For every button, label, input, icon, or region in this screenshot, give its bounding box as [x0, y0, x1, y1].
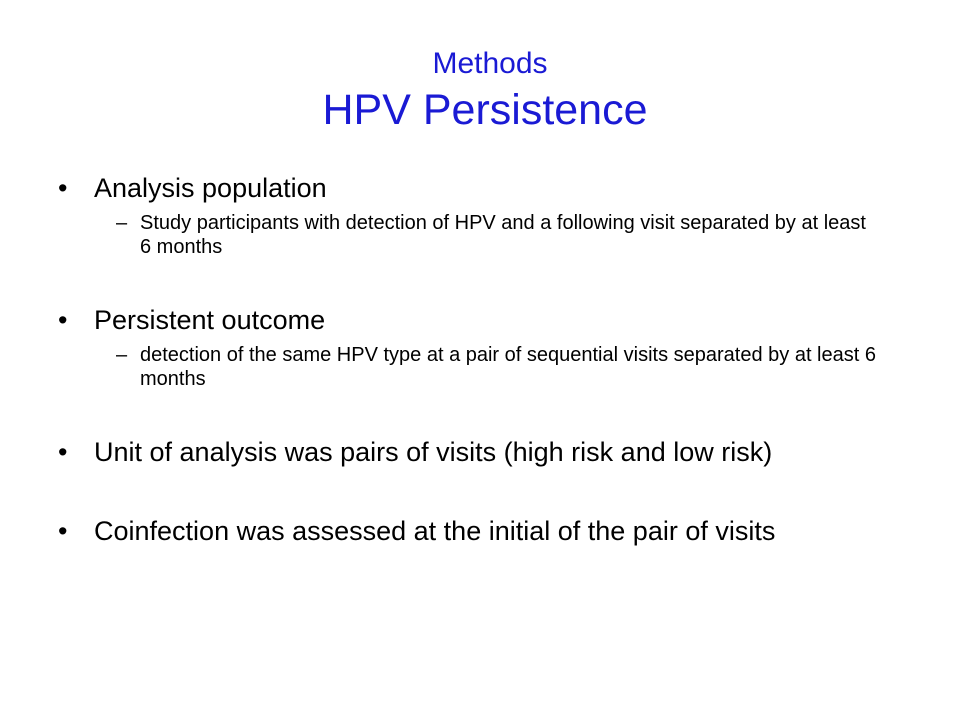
bullet-item-unit-of-analysis: [58, 434, 938, 470]
bullet-marker: •: [58, 437, 68, 467]
bullet-text: Unit of analysis was pairs of visits (high risk and low risk): [94, 437, 773, 467]
sub-bullet-text: Study participants with detection of HPV and a following visit separated by at least 6 months: [140, 212, 866, 258]
sub-bullet-persistent-outcome: [58, 343, 938, 391]
bullet-item-analysis-population: [58, 170, 938, 206]
bullet-marker: •: [58, 305, 68, 335]
bullet-item-persistent-outcome: [58, 302, 938, 338]
bullet-item-coinfection: [58, 513, 938, 549]
bullet-marker: •: [58, 516, 68, 546]
bullet-text: Persistent outcome: [94, 305, 326, 335]
bullet-text: Coinfection was assessed at the initial of the pair of visits: [94, 516, 776, 546]
dash-marker: –: [116, 212, 128, 234]
bullet-list: [58, 170, 938, 549]
sub-bullet-analysis-population: [58, 211, 938, 259]
title-hpv-persistence: HPV Persistence: [322, 86, 648, 134]
bullet-marker: •: [58, 173, 68, 203]
title-methods: Methods: [432, 47, 548, 80]
bullet-text: Analysis population: [94, 173, 327, 203]
dash-marker: –: [116, 344, 128, 366]
slide-title: [0, 44, 960, 136]
sub-bullet-text: detection of the same HPV type at a pair of sequential visits separated by at least 6 months: [140, 344, 876, 390]
